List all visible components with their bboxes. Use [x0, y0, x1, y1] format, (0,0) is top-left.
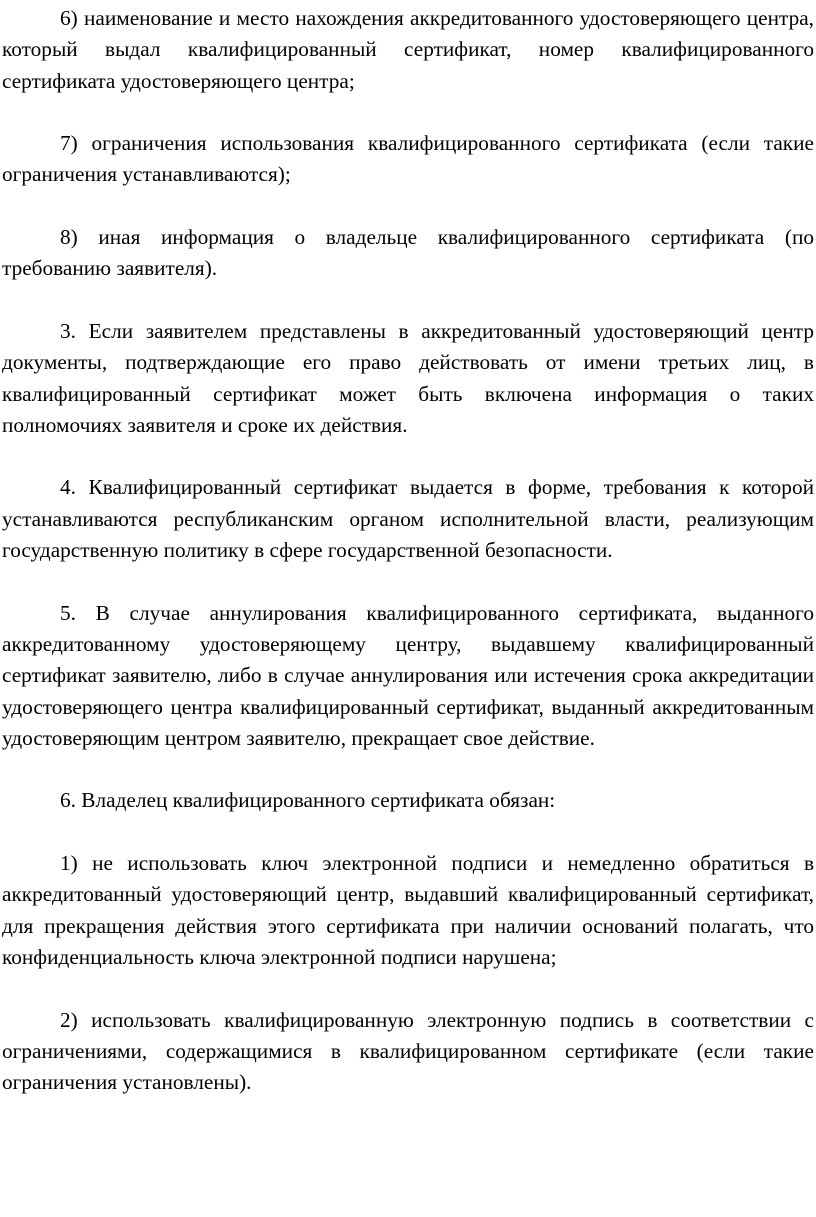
- paragraph-obligation-1-key-compromise: 1) не использовать ключ электронной подписи и немедленно обратиться в аккредитованный удостоверяющий центр, выдавший квалифицированный сертификат, для прекращения действия этого сертификата при наличии оснований полагать, что конфиденциальность ключа электронной подписи нарушена;: [2, 851, 814, 969]
- paragraph-clause-4-certificate-form: 4. Квалифицированный сертификат выдается в форме, требования к которой устанавливаются республиканским органом исполнительной власти, реализующим государственную политику в сфере государственной безопасности.: [2, 475, 814, 563]
- paragraph-item-6-ca-name-location: 6) наименование и место нахождения аккредитованного удостоверяющего центра, который выдал квалифицированный сертификат, номер квалифицированного сертификата удостоверяющего центра;: [2, 6, 814, 93]
- paragraph-item-8-owner-info: 8) иная информация о владельце квалифицированного сертификата (по требованию заявителя).: [2, 225, 814, 281]
- paragraph-obligation-2-usage-restrictions: 2) использовать квалифицированную электронную подпись в соответствии с ограничениями, содержащимися в квалифицированном сертификате (если такие ограничения установлены).: [2, 1007, 814, 1095]
- paragraph-clause-6-owner-obligations: 6. Владелец квалифицированного сертификата обязан:: [60, 788, 556, 813]
- paragraph-clause-5-certificate-annulment: 5. В случае аннулирования квалифицированного сертификата, выданного аккредитованному удостоверяющему центру, выдавшему квалифицированный сертификат заявителю, либо в случае аннулирования или истечения срока аккредитации удостоверяющего центра квалифицированный сертификат, выданный аккредитованным удостоверяющим центром заявителю, прекращает свое действие.: [2, 600, 814, 750]
- paragraph-item-7-usage-restrictions: 7) ограничения использования квалифицированного сертификата (если такие ограничения устанавливаются);: [2, 131, 814, 187]
- paragraph-clause-3-third-party-authority: 3. Если заявителем представлены в аккредитованный удостоверяющий центр документы, подтверждающие его право действовать от имени третьих лиц, в квалифицированный сертификат может быть включена информация о таких полномочиях заявителя и сроке их действия.: [2, 318, 814, 437]
